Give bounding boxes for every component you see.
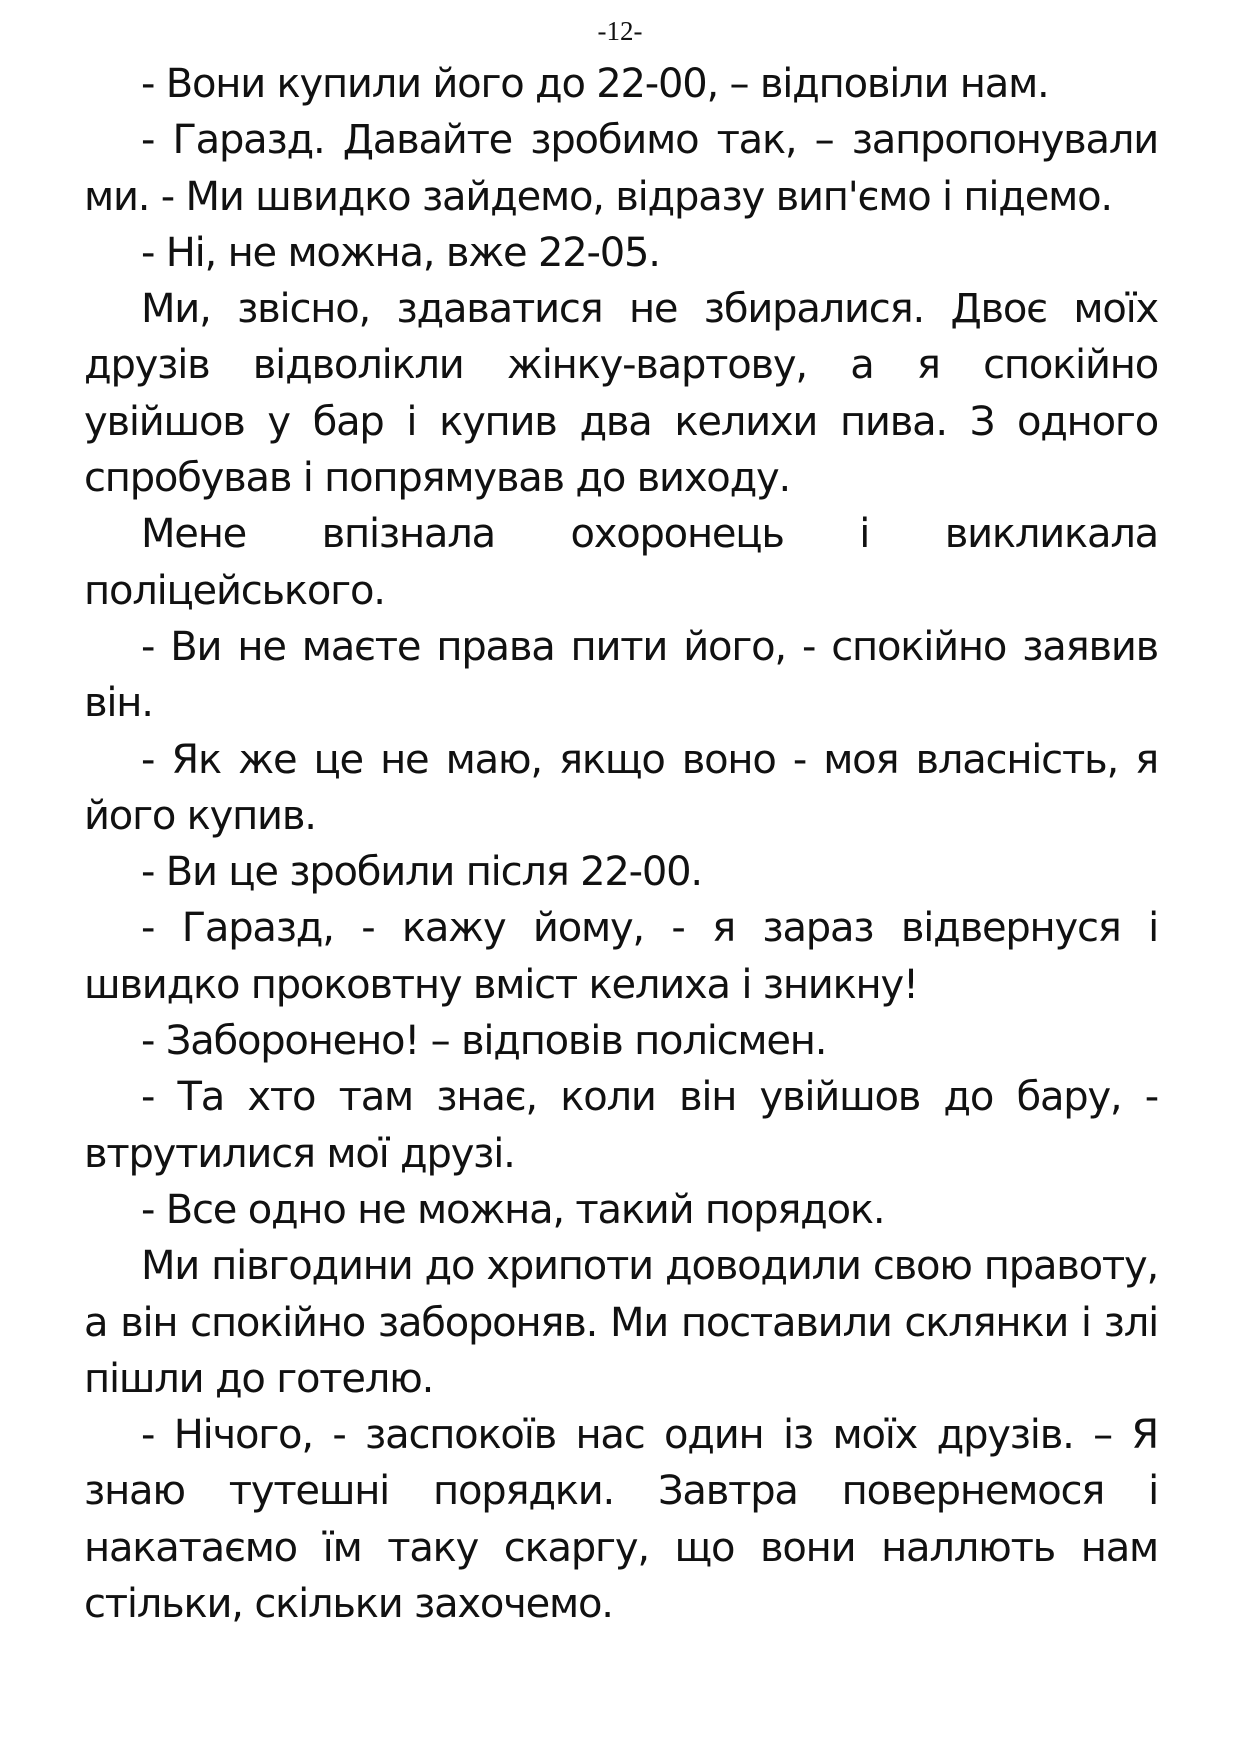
paragraph: - Як же це не маю, якщо воно - моя власність, я його купив. xyxy=(84,736,1158,839)
paragraph: - Ви не маєте права пити його, - спокійно заявив він. xyxy=(84,623,1158,727)
paragraph: - Гаразд, - кажу йому, - я зараз відвернуся і швидко проковтну вміст келиха і зникну! xyxy=(84,905,1158,1008)
paragraph: Ми півгодини до хрипоти доводили свою правоту, а він спокійно забороняв. Ми поставили склянки і злі пішли до готелю. xyxy=(84,1243,1158,1402)
paragraph: - Та хто там знає, коли він увійшов до бару, - втрутилися мої друзі. xyxy=(84,1074,1158,1177)
paragraph: - Заборонено! – відповів полісмен. xyxy=(141,1018,827,1065)
page-number: -12- xyxy=(597,16,643,46)
paragraph: - Ні, не можна, вже 22-05. xyxy=(141,229,660,276)
paragraph: Мене впізнала охоронець і викликала поліцейського. xyxy=(84,511,1158,614)
paragraph: - Вони купили його до 22-00, – відповіли нам. xyxy=(141,61,1049,107)
text-body xyxy=(84,56,1158,1632)
paragraph: Ми, звісно, здаватися не збиралися. Двоє моїх друзів відволікли жінку-вартову, а я спокійно увійшов у бар і купив два келихи пива. З одного спробував і попрямував до виходу. xyxy=(84,286,1158,502)
paragraph: - Все одно не можна, такий порядок. xyxy=(141,1186,885,1233)
paragraph: - Гаразд. Давайте зробимо так, – запропонували ми. - Ми швидко зайдемо, відразу вип'ємо і підемо. xyxy=(84,117,1158,220)
paragraph: - Ви це зробили після 22-00. xyxy=(141,849,702,896)
paragraph: - Нічого, - заспокоїв нас один із моїх друзів. – Я знаю тутешні порядки. Завтра повернемося і накатаємо їм таку скаргу, що вони наллють нам стільки, скільки захочемо. xyxy=(84,1412,1158,1628)
